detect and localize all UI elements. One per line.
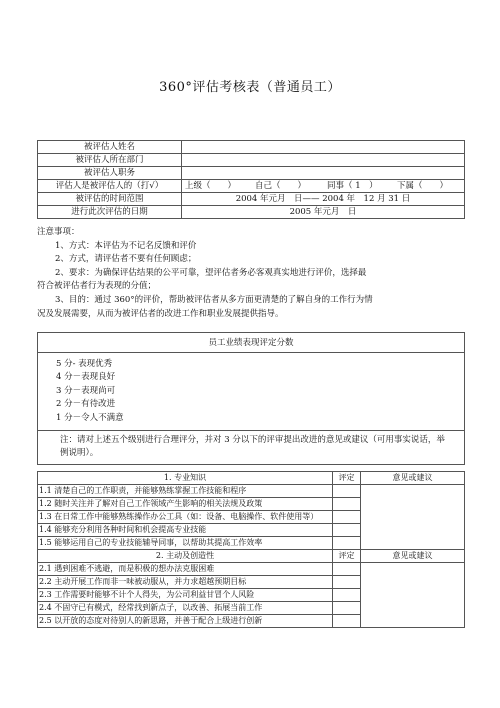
relation-field[interactable] bbox=[182, 180, 465, 193]
scale-items bbox=[38, 353, 465, 431]
note-item: 2、方式，请评估者不要有任何顾虑； bbox=[55, 254, 197, 265]
score-cell[interactable] bbox=[333, 498, 361, 511]
scale-level-4: 4 分－表现良好 bbox=[56, 372, 116, 383]
relation-superior[interactable]: 上级（ ） bbox=[185, 181, 237, 191]
criteria-item: 1.4 能够充分利用各种时间和机会提高专业技能 bbox=[38, 524, 333, 537]
scale-note: 注：请对上述五个级别进行合理评分，并对 3 分以下的评审提出改进的意见或建议（可用事实说话，举例说明）。 bbox=[38, 431, 465, 465]
score-cell[interactable] bbox=[333, 485, 361, 498]
criteria-item: 1.1 清楚自己的工作职责，并能够熟练掌握工作技能和程序 bbox=[38, 485, 333, 498]
score-cell[interactable] bbox=[333, 537, 361, 550]
name-field[interactable] bbox=[182, 141, 465, 154]
period-label: 被评估的时间范围 bbox=[38, 193, 182, 206]
criteria-item: 2.1 遇到困难不逃避，而是积极的想办法克服困难 bbox=[38, 563, 333, 576]
name-label: 被评估人姓名 bbox=[38, 141, 182, 154]
position-label: 被评估人职务 bbox=[38, 167, 182, 180]
score-cell[interactable] bbox=[333, 511, 361, 524]
section-title: 2. 主动及创造性 bbox=[38, 550, 333, 563]
comment-column-header: 意见或建议 bbox=[361, 550, 465, 563]
comment-column-header: 意见或建议 bbox=[361, 472, 465, 485]
note-item: 1、方式：本评估为不记名反馈和评价 bbox=[55, 240, 197, 251]
score-cell[interactable] bbox=[333, 615, 361, 628]
evaluation-table bbox=[37, 471, 465, 628]
notes-section bbox=[37, 226, 467, 321]
relation-label: 评估人是被评估人的（打√） bbox=[38, 180, 182, 193]
note-item: 2、要求：为确保评估结果的公平可靠，望评估者务必客观真实地进行评价，选择最 bbox=[55, 267, 367, 278]
rating-scale-table bbox=[37, 332, 465, 465]
criteria-item: 2.2 主动开展工作而非一味被动服从，并力求超越预期目标 bbox=[38, 576, 333, 589]
score-column-header: 评定 bbox=[333, 550, 361, 563]
score-column-header: 评定 bbox=[333, 472, 361, 485]
criteria-item: 1.5 能够运用自己的专业技能辅导同事，以帮助其提高工作效率 bbox=[38, 537, 333, 550]
scale-level-2: 2 分－有待改进 bbox=[56, 399, 116, 410]
date-label: 进行此次评估的日期 bbox=[38, 206, 182, 219]
score-cell[interactable] bbox=[333, 602, 361, 615]
criteria-item: 1.3 在日常工作中能够熟练操作办公工具（如：设备、电脑操作、软件使用等） bbox=[38, 511, 333, 524]
relation-subordinate[interactable]: 下属（ ） bbox=[397, 181, 449, 191]
section-title: 1. 专业知识 bbox=[38, 472, 333, 485]
page-title: 360°评估考核表（普通员工） bbox=[159, 80, 341, 95]
score-cell[interactable] bbox=[333, 524, 361, 537]
date-value: 2005 年元月 日 bbox=[182, 206, 465, 219]
score-cell[interactable] bbox=[333, 589, 361, 602]
criteria-item: 2.4 不固守已有模式，经常找到新点子，以改善、拓展当前工作 bbox=[38, 602, 333, 615]
score-cell[interactable] bbox=[333, 576, 361, 589]
note-item-cont: 况及发展需要，从而为被评估者的改进工作和职业发展提供指导。 bbox=[37, 308, 284, 319]
dept-field[interactable] bbox=[182, 154, 465, 167]
note-item-cont: 符合被评估者行为表现的分值； bbox=[37, 281, 157, 292]
position-field[interactable] bbox=[182, 167, 465, 180]
dept-label: 被评估人所在部门 bbox=[38, 154, 182, 167]
period-value: 2004 年元月 日—— 2004 年 12 月 31 日 bbox=[182, 193, 465, 206]
note-item: 3、目的：通过 360°的评价，帮助被评估者从多方面更清楚的了解自身的工作行为情 bbox=[55, 294, 373, 305]
info-table bbox=[37, 140, 465, 219]
relation-peer[interactable]: 同事（ 1 ） bbox=[327, 181, 378, 191]
comment-cell[interactable] bbox=[361, 485, 465, 550]
criteria-item: 1.2 随时关注并了解对自己工作领域产生影响的相关法规及政策 bbox=[38, 498, 333, 511]
comment-cell[interactable] bbox=[361, 563, 465, 628]
score-cell[interactable] bbox=[333, 563, 361, 576]
notes-heading: 注意事项： bbox=[37, 227, 80, 237]
scale-level-3: 3 分－表现尚可 bbox=[56, 385, 116, 396]
criteria-item: 2.5 以开放的态度对待别人的新思路，并善于配合上级进行创新 bbox=[38, 615, 333, 628]
scale-level-5: 5 分- 表现优秀 bbox=[56, 359, 113, 369]
scale-level-1: 1 分－令人不满意 bbox=[56, 412, 124, 423]
scale-header: 员工业绩表现评定分数 bbox=[38, 333, 465, 353]
criteria-item: 2.3 工作需要时能够不计个人得失，为公司利益甘冒个人风险 bbox=[38, 589, 333, 602]
relation-self[interactable]: 自己（ ） bbox=[255, 181, 307, 191]
